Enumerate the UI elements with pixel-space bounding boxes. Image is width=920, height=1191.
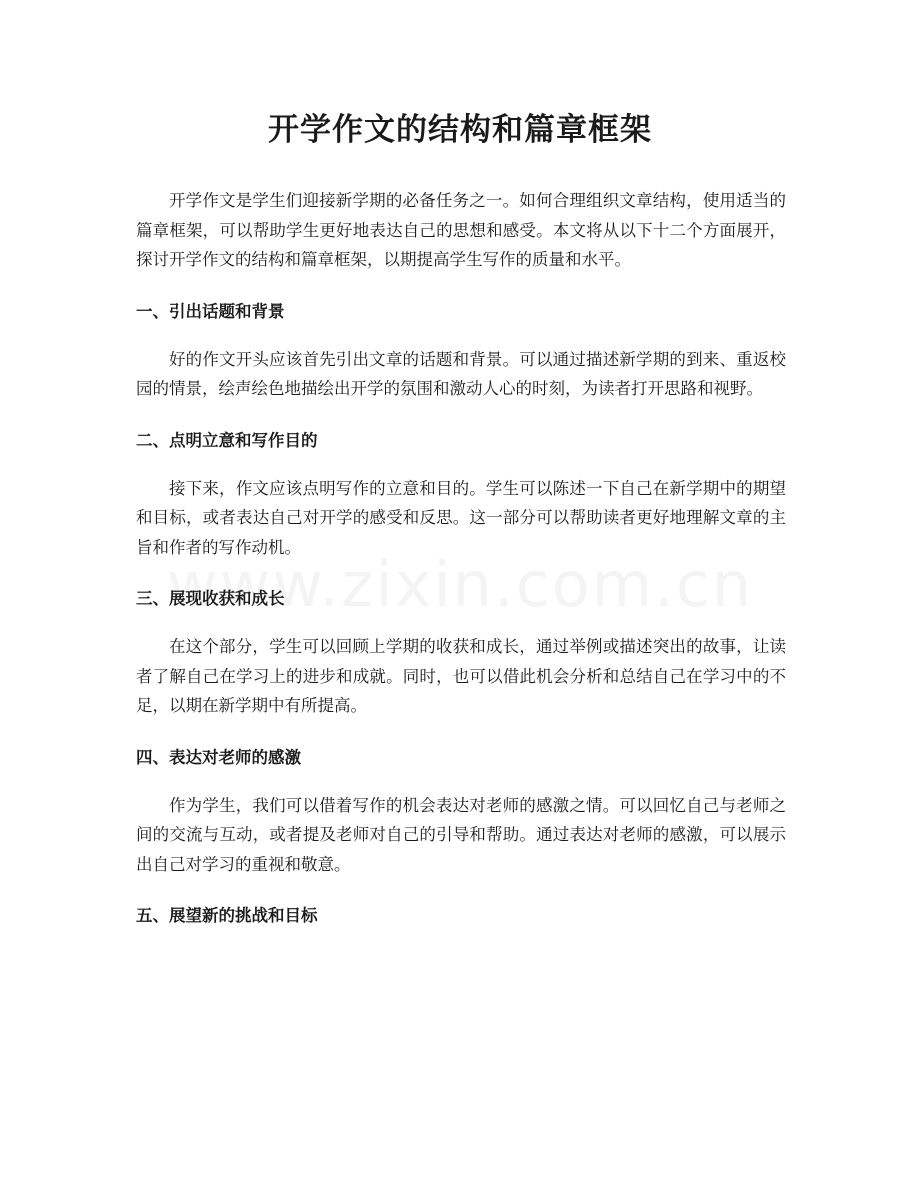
- intro-paragraph: 开学作文是学生们迎接新学期的必备任务之一。如何合理组织文章结构，使用适当的篇章框架，可以帮助学生更好地表达自己的思想和感受。本文将从以下十二个方面展开，探讨开学作文的结构和篇章框架，以期提高学生写作的质量和水平。: [136, 191, 786, 269]
- section-heading-1: 一、引出话题和背景: [136, 301, 285, 321]
- section-paragraph-4: 作为学生，我们可以借着写作的机会表达对老师的感激之情。可以回忆自己与老师之间的交流与互动，或者提及老师对自己的引导和帮助。通过表达对老师的感激，可以展示出自己对学习的重视和敬意。: [136, 795, 786, 874]
- section-paragraph-1: 好的作文开头应该首先引出文章的话题和背景。可以通过描述新学期的到来、重返校园的情景，绘声绘色地描绘出开学的氛围和激动人心的时刻，为读者打开思路和视野。: [136, 349, 786, 398]
- section-heading-5: 五、展望新的挑战和目标: [136, 906, 318, 925]
- section-paragraph-2: 接下来，作文应该点明写作的立意和目的。学生可以陈述一下自己在新学期中的期望和目标，或者表达自己对开学的感受和反思。这一部分可以帮助读者更好地理解文章的主旨和作者的写作动机。: [136, 478, 786, 557]
- document-title: 开学作文的结构和篇章框架: [268, 112, 652, 148]
- section-heading-3: 三、展现收获和成长: [136, 589, 285, 608]
- section-paragraph-3: 在这个部分，学生可以回顾上学期的收获和成长，通过举例或描述突出的故事，让读者了解自己在学习上的进步和成就。同时，也可以借此机会分析和总结自己在学习中的不足，以期在新学期中有所提高。: [136, 637, 786, 715]
- section-heading-2: 二、点明立意和写作目的: [136, 430, 318, 450]
- document-body: [136, 186, 786, 928]
- section-heading-4: 四、表达对老师的感激: [136, 747, 301, 767]
